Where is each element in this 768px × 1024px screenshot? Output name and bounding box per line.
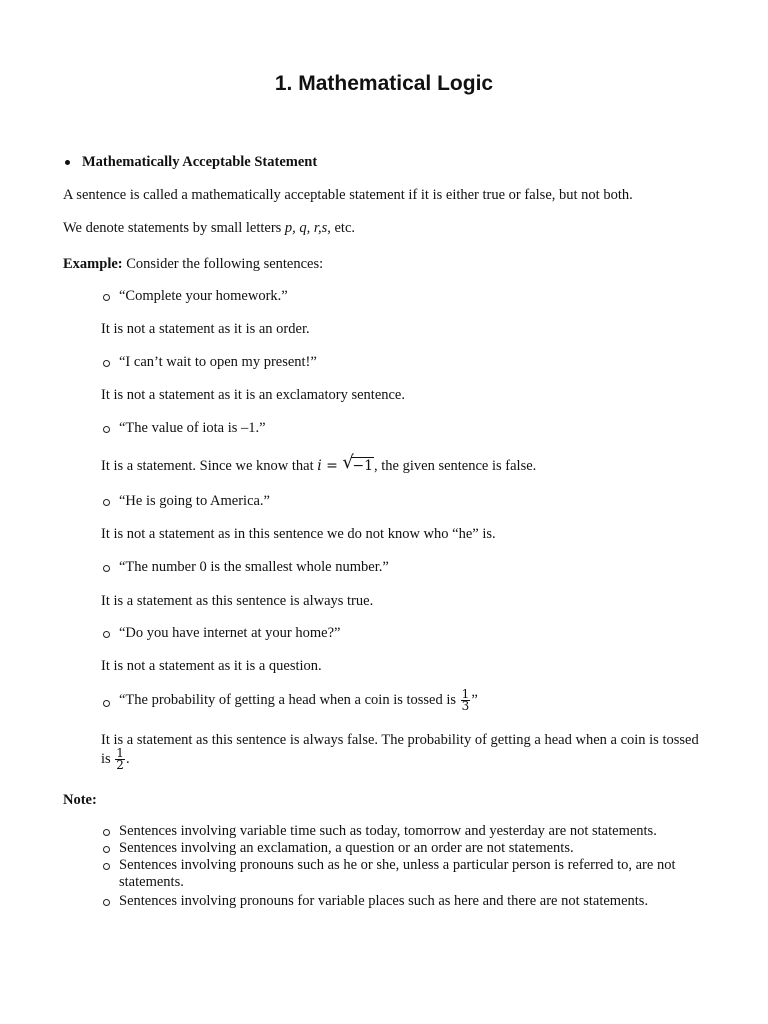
explanation-text-post: , the given sentence is false.	[374, 458, 537, 474]
sentence-text-post: ”	[471, 691, 478, 708]
example-explanation: It is a statement as this sentence is always true.	[101, 593, 374, 609]
circle-bullet-icon	[103, 700, 110, 707]
circle-bullet-icon	[103, 846, 110, 853]
fraction-one-half	[115, 748, 125, 771]
explanation-text-pre: is	[101, 750, 115, 767]
circle-bullet-icon	[103, 631, 110, 638]
example-explanation	[101, 452, 537, 475]
page-title: 1. Mathematical Logic	[274, 72, 494, 95]
example-sentence: “He is going to America.”	[119, 493, 270, 509]
circle-bullet-icon	[103, 565, 110, 572]
note-item: Sentences involving pronouns for variable places such as here and there are not statements.	[119, 893, 649, 909]
iota-symbol: i	[317, 458, 322, 474]
section-heading: Mathematically Acceptable Statement	[82, 154, 318, 170]
example-text: Consider the following sentences:	[122, 256, 324, 272]
circle-bullet-icon	[103, 499, 110, 506]
example-explanation-line2	[101, 748, 130, 771]
explanation-text-post: .	[125, 750, 130, 767]
example-sentence: “Do you have internet at your home?”	[119, 625, 341, 641]
fraction-one-third	[461, 689, 471, 712]
note-label: Note:	[63, 792, 97, 808]
circle-bullet-icon	[103, 360, 110, 367]
radicand: −1	[352, 458, 374, 474]
example-label: Example:	[63, 256, 123, 272]
example-sentence: “The number 0 is the smallest whole number.”	[119, 559, 389, 575]
radical-icon: √	[342, 452, 354, 473]
note-item: Sentences involving an exclamation, a question or an order are not statements.	[119, 840, 574, 856]
example-explanation: It is not a statement as it is a question.	[101, 658, 322, 674]
example-paragraph	[63, 256, 323, 273]
example-explanation: It is not a statement as in this sentence we do not know who “he” is.	[101, 526, 496, 542]
circle-bullet-icon	[103, 426, 110, 433]
fraction-numerator: 1	[461, 687, 470, 701]
notation-paragraph	[63, 220, 355, 237]
note-item: Sentences involving variable time such as today, tomorrow and yesterday are not statements.	[119, 823, 657, 839]
fraction-denominator: 3	[461, 699, 470, 713]
example-sentence: “I can’t wait to open my present!”	[119, 354, 317, 370]
example-sentence: “The value of iota is –1.”	[119, 420, 266, 436]
circle-bullet-icon	[103, 899, 110, 906]
notation-variables: p, q, r,s	[284, 220, 328, 236]
circle-bullet-icon	[103, 829, 110, 836]
square-root	[342, 452, 374, 475]
example-sentence: “Complete your homework.”	[119, 288, 288, 304]
notation-text-pre: We denote statements by small letters	[63, 220, 285, 236]
equals-sign: =	[321, 458, 343, 474]
example-explanation: It is not a statement as it is an exclamatory sentence.	[101, 387, 405, 403]
circle-bullet-icon	[103, 294, 110, 301]
iota-equation	[317, 452, 374, 474]
example-explanation: It is not a statement as it is an order.	[101, 321, 310, 337]
notation-text-post: , etc.	[327, 220, 356, 236]
note-item-continuation: statements.	[119, 874, 184, 890]
note-item: Sentences involving pronouns such as he or she, unless a particular person is referred to, are not	[119, 857, 676, 873]
example-explanation: It is a statement as this sentence is always false. The probability of getting a head when a coin is tossed	[101, 732, 699, 748]
sentence-text-pre: “The probability of getting a head when a coin is tossed is	[119, 691, 460, 708]
example-sentence	[119, 689, 478, 712]
circle-bullet-icon	[103, 863, 110, 870]
intro-paragraph: A sentence is called a mathematically acceptable statement if it is either true or false, but not both.	[63, 187, 633, 203]
explanation-text-pre: It is a statement. Since we know that	[101, 458, 318, 474]
fraction-denominator: 2	[116, 758, 124, 772]
fraction-numerator: 1	[116, 746, 124, 760]
